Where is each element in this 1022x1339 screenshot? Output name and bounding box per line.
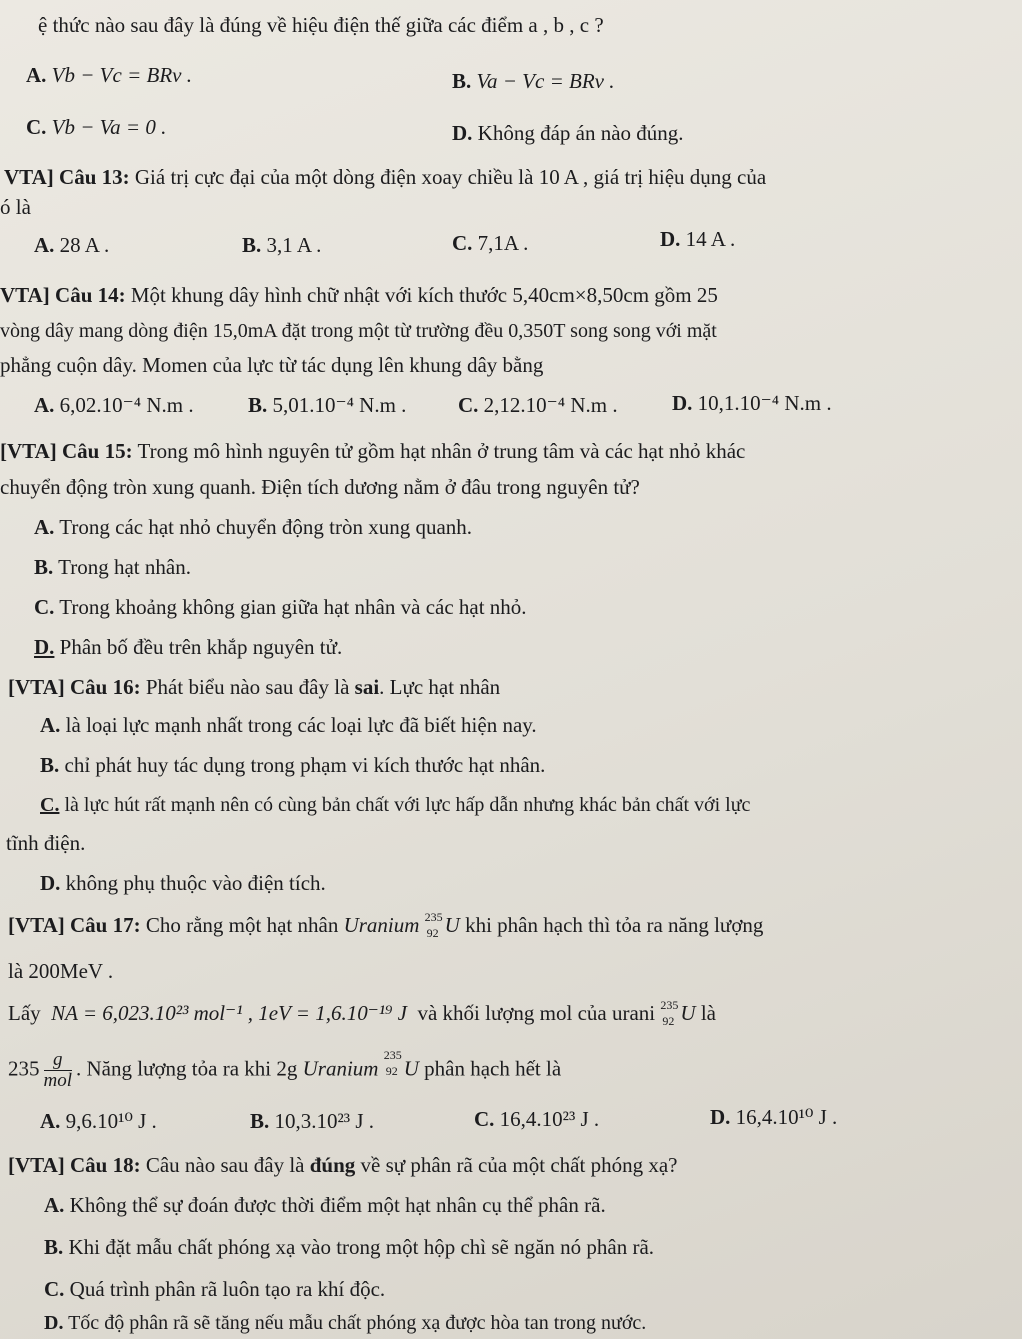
q12-option-b: B. Va − Vc = BRv . [452,69,615,93]
q12-option-a: A. Vb − Vc = BRv . [26,63,192,87]
q16-stem: [VTA] Câu 16: Phát biểu nào sau đây là sai. Lực hạt nhân [8,675,501,699]
q15-option-a: A. Trong các hạt nhỏ chuyển động tròn xung quanh. [34,515,473,539]
q12-stem: ệ thức nào sau đây là đúng về hiệu điện thế giữa các điểm a , b , c ? [38,13,604,37]
q15-option-d: D. Phân bố đều trên khắp nguyên tử. [34,635,343,659]
uranium-isotope-3: 235 92 [383,1048,402,1078]
q16-option-d: D. không phụ thuộc vào điện tích. [40,871,326,895]
q14-option-d: D. 10,1.10⁻⁴ N.m . [672,391,832,415]
uranium-isotope: 235 92 [424,910,443,940]
q14-option-c: C. 2,12.10⁻⁴ N.m . [458,393,618,417]
q17-stem-line1: [VTA] Câu 17: Cho rằng một hạt nhân Uranium 235 92 U khi phân hạch thì tỏa ra năng lượng [8,910,764,940]
q17-stem-line4: 235 $\frac{g}{\text{mol}}$ . Năng lượng tỏa ra khi 2g Uranium 235 92 U phân hạch hết là [8,1048,562,1091]
q15-option-c: C. Trong khoảng không gian giữa hạt nhân và các hạt nhỏ. [34,595,527,619]
q12-option-c: C. Vb − Va = 0 . [26,115,167,139]
q17-stem-line2: là 200MeV . [8,959,114,983]
q18-option-b: B. Khi đặt mẫu chất phóng xạ vào trong một hộp chì sẽ ngăn nó phân rã. [44,1235,655,1259]
uranium-isotope-2: 235 92 [660,998,679,1028]
q13-option-c: C. 7,1A . [452,231,529,255]
q16-option-c-cont: tĩnh điện. [6,831,86,855]
q15-stem-line2: chuyển động tròn xung quanh. Điện tích dương nằm ở đâu trong nguyên tử? [0,475,640,499]
q18-option-d: D. Tốc độ phân rã sẽ tăng nếu mẫu chất phóng xạ được hòa tan trong nước. [44,1312,647,1334]
q14-option-b: B. 5,01.10⁻⁴ N.m . [248,393,407,417]
molar-mass-fraction: $\frac{g}{\text{mol}}$ [43,1049,72,1091]
q14-stem-line2: vòng dây mang dòng điện 15,0mA đặt trong một từ trường đều 0,350T song song với mặt [0,320,717,342]
q17-option-c: C. 16,4.10²³ J . [474,1107,600,1131]
q14-stem-line1: VTA] Câu 14: Một khung dây hình chữ nhật với kích thước 5,40cm×8,50cm gồm 25 [0,283,718,307]
q13-option-a: A. 28 A . [34,233,110,257]
q13-option-d: D. 14 A . [660,227,736,251]
q17-option-b: B. 10,3.10²³ J . [250,1109,375,1133]
q17-stem-line3: Lấy NA = 6,023.10²³ mol⁻¹ , 1eV = 1,6.10⁻¹⁹ J và khối lượng mol của urani 235 92 U là [8,998,716,1028]
q15-stem-line1: [VTA] Câu 15: Trong mô hình nguyên tử gồm hạt nhân ở trung tâm và các hạt nhỏ khác [0,439,746,463]
q13-option-b: B. 3,1 A . [242,233,322,257]
q12-option-d: D. Không đáp án nào đúng. [452,121,684,145]
q16-option-a: A. là loại lực mạnh nhất trong các loại lực đã biết hiện nay. [40,713,537,737]
q16-option-c: C. là lực hút rất mạnh nên có cùng bản chất với lực hấp dẫn nhưng khác bản chất với lực [40,794,751,816]
q17-option-a: A. 9,6.10¹⁰ J . [40,1109,157,1133]
q15-option-b: B. Trong hạt nhân. [34,555,191,579]
q18-option-c: C. Quá trình phân rã luôn tạo ra khí độc. [44,1277,386,1301]
q13-stem-line2: ó là [0,195,31,219]
q16-option-b: B. chỉ phát huy tác dụng trong phạm vi kích thước hạt nhân. [40,753,546,777]
q18-option-a: A. Không thể sự đoán được thời điểm một hạt nhân cụ thể phân rã. [44,1193,606,1217]
q14-option-a: A. 6,02.10⁻⁴ N.m . [34,393,194,417]
q17-option-d: D. 16,4.10¹⁰ J . [710,1105,838,1129]
q18-stem: [VTA] Câu 18: Câu nào sau đây là đúng về sự phân rã của một chất phóng xạ? [8,1153,678,1177]
q13-stem-line1: VTA] Câu 13: Giá trị cực đại của một dòng điện xoay chiều là 10 A , giá trị hiệu dụng của [4,165,767,189]
q14-stem-line3: phẳng cuộn dây. Momen của lực từ tác dụng lên khung dây bằng [0,353,544,377]
